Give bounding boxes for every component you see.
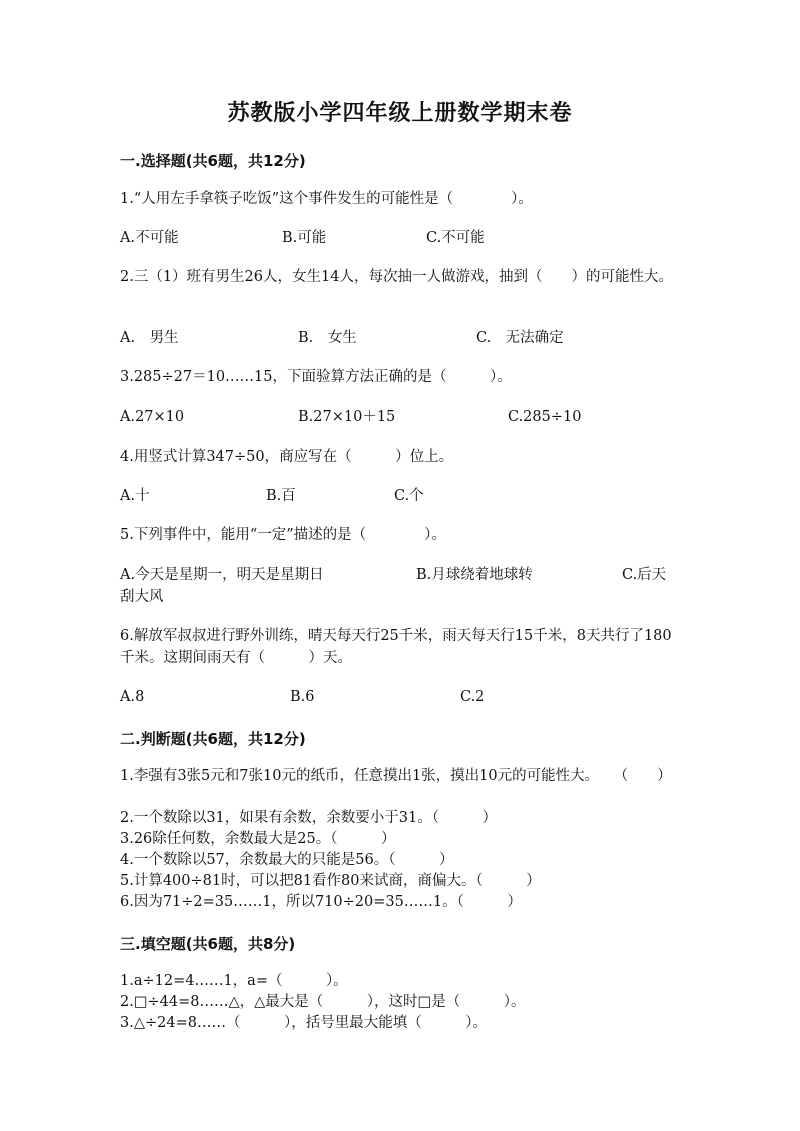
question-6: 6.解放军叔叔进行野外训练，晴天每天行25千米，雨天每天行15千米，8天共行了180千米。这期间雨天有（ ）天。 [120, 628, 672, 666]
page-title: 苏教版小学四年级上册数学期末卷 [227, 100, 573, 126]
q3-option-b: B.27×10＋15 [298, 409, 396, 425]
question-4: 4.用竖式计算347÷50，商应写在（ ）位上。 [120, 449, 454, 465]
fill-item-1: 1.a÷12=4……1，a=（ ）。 [120, 973, 348, 989]
section-header-judgement: 二.判断题(共6题，共12分) [120, 730, 306, 748]
judge-item-2: 2.一个数除以31，如果有余数，余数要小于31。（ ） [120, 810, 497, 826]
q5-option-c: C.后天 [622, 567, 667, 583]
judge-item-5: 5.计算400÷81时，可以把81看作80来试商，商偏大。（ ） [120, 873, 541, 889]
question-5: 5.下列事件中，能用“一定”描述的是（ ）。 [120, 527, 446, 543]
q2-option-b: B. 女生 [298, 330, 357, 346]
question-1: 1.“人用左手拿筷子吃饭”这个事件发生的可能性是（ ）。 [120, 191, 533, 207]
q6-option-a: A.8 [120, 689, 145, 705]
q4-option-a: A.十 [120, 488, 150, 504]
q5-option-a: A.今天是星期一，明天是星期日 [120, 567, 324, 583]
judge-item-3: 3.26除任何数，余数最大是25。（ ） [120, 831, 396, 847]
question-2: 2.三（1）班有男生26人，女生14人，每次抽一人做游戏，抽到（ ）的可能性大。 [120, 269, 673, 285]
q1-option-c: C.不可能 [426, 230, 485, 246]
fill-item-2: 2.□÷44=8……△，△最大是（ ），这时□是（ ）。 [120, 994, 526, 1010]
q5-option-b: B.月球绕着地球转 [416, 567, 533, 583]
q3-option-a: A.27×10 [120, 409, 185, 425]
q6-option-c: C.2 [460, 689, 485, 705]
q2-option-c: C. 无法确定 [476, 330, 564, 346]
question-3: 3.285÷27＝10……15，下面验算方法正确的是（ ）。 [120, 369, 512, 385]
judge-item-4: 4.一个数除以57，余数最大的只能是56。（ ） [120, 852, 454, 868]
section-header-choice: 一.选择题(共6题，共12分) [120, 152, 306, 170]
q4-option-b: B.百 [266, 488, 296, 504]
judge-item-1: 1.李强有3张5元和7张10元的纸币，任意摸出1张，摸出10元的可能性大。 （ ） [120, 768, 672, 784]
q3-option-c: C.285÷10 [508, 409, 582, 425]
q2-option-a: A. 男生 [120, 330, 179, 346]
q4-option-c: C.个 [394, 488, 424, 504]
q5-option-c-continuation: 刮大风 [120, 589, 164, 605]
q1-option-a: A.不可能 [120, 230, 179, 246]
q1-option-b: B.可能 [282, 230, 327, 246]
judge-item-6: 6.因为71÷2=35……1，所以710÷20=35……1。（ ） [120, 894, 522, 910]
fill-item-3: 3.△÷24=8……（ ），括号里最大能填（ ）。 [120, 1015, 487, 1031]
q6-option-b: B.6 [290, 689, 315, 705]
section-header-fill: 三.填空题(共6题，共8分) [120, 935, 296, 953]
